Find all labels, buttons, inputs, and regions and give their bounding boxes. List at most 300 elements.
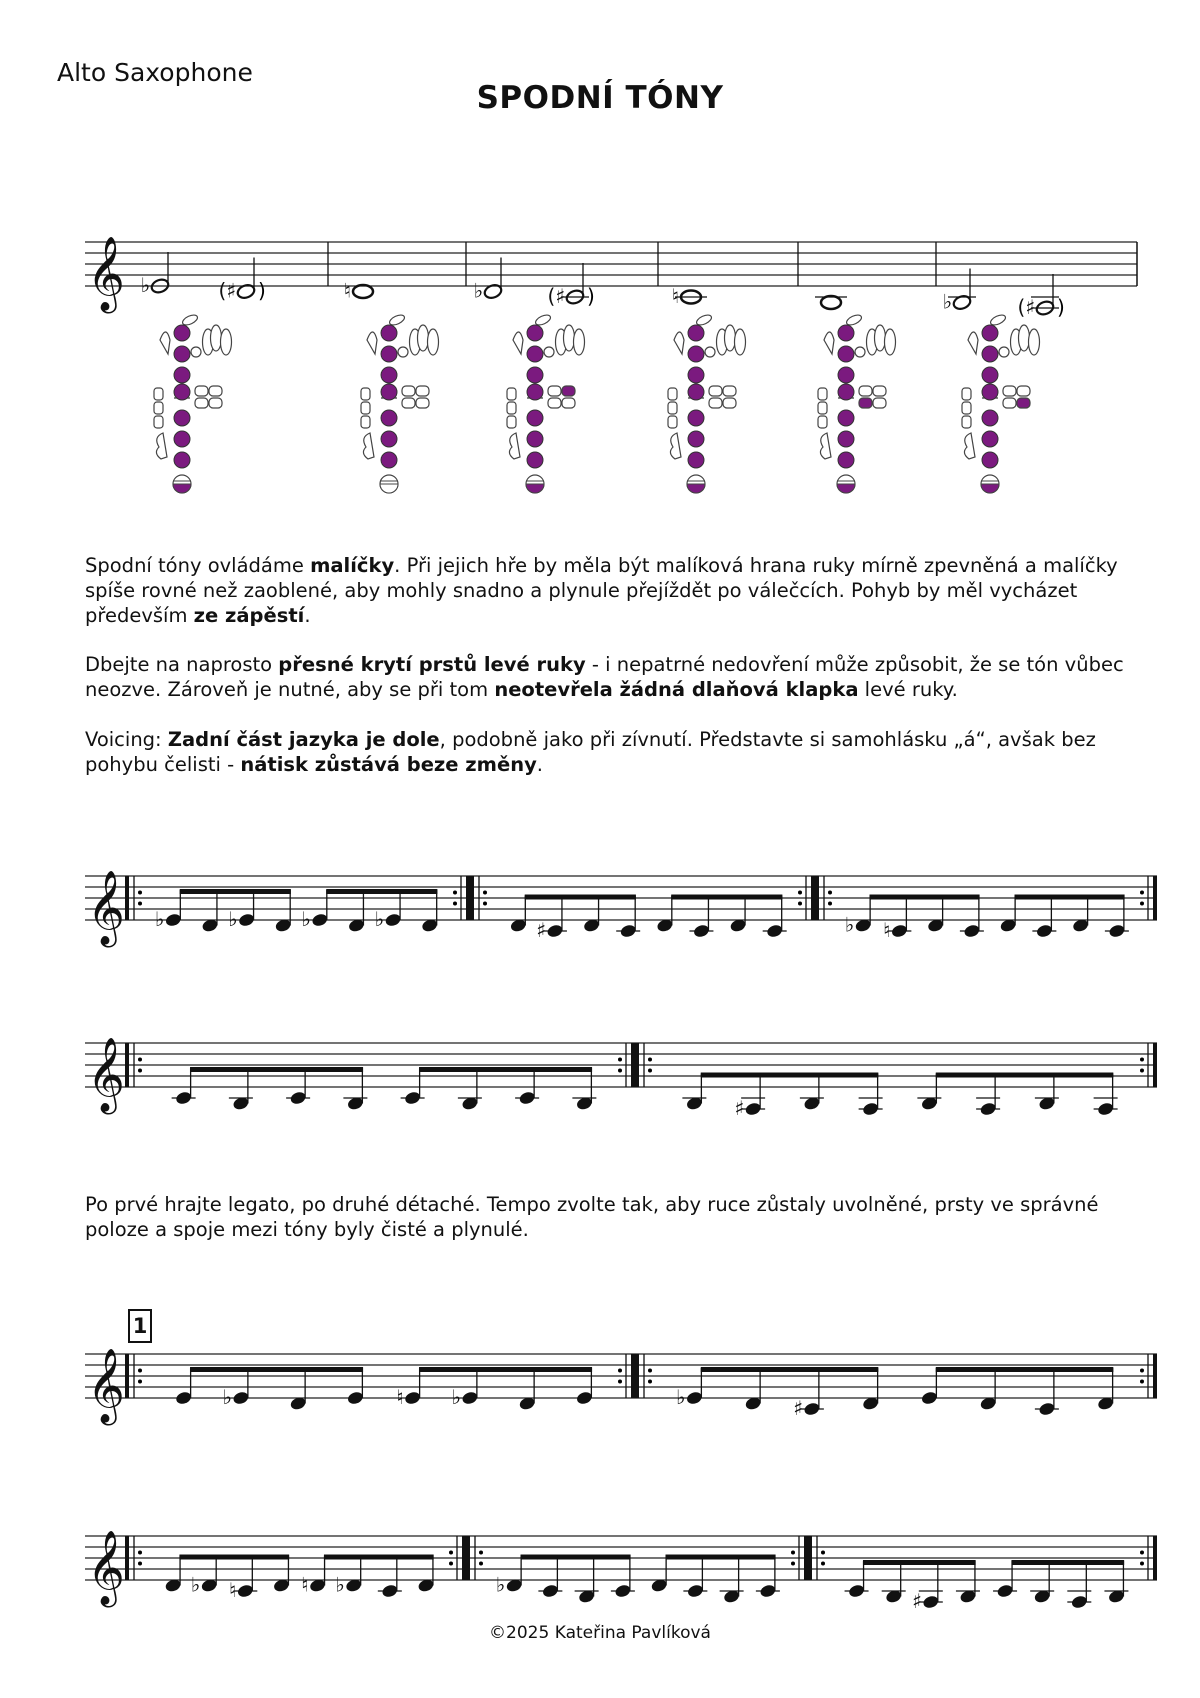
note-head <box>238 912 256 927</box>
repeat-dot <box>648 1369 652 1373</box>
octave-key <box>191 347 201 357</box>
right-hand-key <box>688 410 704 426</box>
repeat-dot <box>798 891 802 895</box>
left-hand-key <box>174 367 190 383</box>
flat-icon: ♭ <box>190 1572 201 1597</box>
repeat-thick-bar <box>125 1043 129 1087</box>
note-head <box>1108 923 1126 938</box>
note-head <box>1035 923 1053 938</box>
beam <box>190 1367 363 1372</box>
sharp-icon: ♯ <box>793 1396 803 1420</box>
fingering-diagram-4 <box>668 313 746 493</box>
note-head <box>381 1583 399 1598</box>
left-pinky-key <box>562 386 575 396</box>
left-hand-key <box>982 325 998 341</box>
beam <box>419 1367 592 1372</box>
sharp-icon: ♯ <box>536 918 546 942</box>
left-pinky-key <box>723 386 736 396</box>
note-head <box>461 1390 479 1405</box>
paragraph-technique <box>85 553 1155 628</box>
flat-icon: ♭ <box>675 1385 686 1409</box>
note-head <box>744 1101 762 1116</box>
beam <box>190 1067 363 1072</box>
right-pinky-key <box>509 433 520 459</box>
note-head <box>979 1101 997 1116</box>
left-pinky-key <box>548 398 561 408</box>
left-hand-key <box>381 384 397 400</box>
left-pinky-key <box>548 386 561 396</box>
beam <box>701 1073 879 1078</box>
beam <box>419 1067 592 1072</box>
repeat-thick-bar <box>466 876 470 920</box>
right-pinky-key <box>670 433 681 459</box>
side-key <box>735 329 746 355</box>
natural-icon: ♮ <box>396 1385 404 1409</box>
repeat-thick-bar <box>635 1043 639 1087</box>
text-run: . <box>304 604 311 627</box>
left-pinky-key <box>1017 386 1030 396</box>
note-head <box>1070 1594 1088 1609</box>
flat-icon: ♭ <box>222 1385 232 1409</box>
note-head <box>803 1401 821 1416</box>
left-hand-key <box>838 367 854 383</box>
bold-text: ze zápěstí <box>193 604 305 627</box>
side-key <box>507 402 516 414</box>
repeat-dot <box>453 902 457 906</box>
side-key <box>361 416 370 428</box>
repeat-dot <box>648 1380 652 1384</box>
left-hand-key <box>381 346 397 362</box>
note-head <box>996 1583 1014 1598</box>
octave-key <box>398 347 408 357</box>
note-head <box>759 1583 777 1598</box>
bold-text: neotevřela žádná dlaňová klapka <box>494 678 859 701</box>
treble-clef-icon: 𝄞 <box>87 237 125 311</box>
sharp-icon: (♯ <box>218 278 236 303</box>
repeat-thick-bar <box>804 1536 808 1580</box>
front-f-key <box>824 332 834 354</box>
side-key <box>668 388 677 400</box>
note-head <box>346 1390 364 1405</box>
repeat-dot <box>138 1380 142 1384</box>
note-head <box>575 1390 593 1405</box>
paragraph-voicing <box>85 727 1155 777</box>
note-head <box>685 1390 703 1405</box>
text-run: . <box>536 753 543 776</box>
side-key <box>428 329 439 355</box>
repeat-thick-bar <box>125 1536 129 1580</box>
repeat-dot <box>791 1562 795 1566</box>
left-hand-key <box>838 346 854 362</box>
side-key <box>818 402 827 414</box>
repeat-dot <box>138 891 142 895</box>
side-key <box>574 329 585 355</box>
copyright-footer: ©2025 Kateřina Pavlíková <box>489 1623 711 1643</box>
left-hand-key <box>982 384 998 400</box>
instrument-name: Alto Saxophone <box>57 58 253 87</box>
beam <box>870 895 980 900</box>
side-key <box>221 329 232 355</box>
flat-icon: ♭ <box>495 1572 506 1597</box>
side-key <box>885 329 896 355</box>
repeat-dot <box>1140 1069 1144 1073</box>
repeat-thick-bar <box>631 1354 635 1398</box>
beam <box>671 895 782 900</box>
beam <box>936 1367 1114 1372</box>
low-key-half <box>837 484 855 493</box>
treble-clef-icon: 𝄞 <box>87 1349 125 1423</box>
flat-icon: ♭ <box>942 289 952 314</box>
natural-icon: ♮ <box>343 278 351 303</box>
repeat-dot <box>618 1058 622 1062</box>
fingering-diagram-2 <box>361 313 439 493</box>
right-pinky-key <box>363 433 374 459</box>
repeat-thick-bar <box>808 1536 812 1580</box>
beam <box>180 889 291 894</box>
left-pinky-key <box>209 386 222 396</box>
repeat-thick-bar <box>1153 1536 1157 1580</box>
right-hand-key <box>174 410 190 426</box>
right-hand-key <box>688 452 704 468</box>
repeat-dot <box>618 1069 622 1073</box>
side-key <box>962 402 971 414</box>
natural-icon: ♮ <box>883 918 891 942</box>
left-pinky-key <box>195 386 208 396</box>
flat-icon: ♭ <box>140 273 150 297</box>
text-run: - i nepatrné nedovření může způsobit, že se tón vůbec neozve. Zároveň je nutné, aby se při tom <box>85 653 1124 701</box>
paren: ) <box>258 278 266 303</box>
note-head <box>614 1583 632 1598</box>
repeat-dot <box>138 1551 142 1555</box>
natural-icon: ♮ <box>671 284 679 308</box>
side-key <box>1029 329 1040 355</box>
repeat-dot <box>828 891 832 895</box>
right-hand-key <box>527 452 543 468</box>
repeat-dot <box>453 891 457 895</box>
low-key-half <box>173 484 191 493</box>
repeat-dot <box>1140 1562 1144 1566</box>
whole-note-head <box>821 296 841 309</box>
right-hand-key <box>688 431 704 447</box>
note-head <box>848 1583 866 1598</box>
repeat-thick-bar <box>811 876 815 920</box>
left-hand-key <box>527 346 543 362</box>
left-hand-key <box>688 384 704 400</box>
note-head <box>546 923 564 938</box>
repeat-dot <box>1140 902 1144 906</box>
repeat-dot <box>798 902 802 906</box>
flat-icon: ♭ <box>844 912 855 937</box>
text-run: Voicing: <box>85 728 168 751</box>
note-head <box>686 1583 704 1598</box>
repeat-thick-bar <box>1153 1354 1157 1398</box>
flat-icon: ♭ <box>301 907 311 931</box>
right-pinky-key <box>156 433 167 459</box>
beam <box>701 1367 879 1372</box>
note-head <box>232 1390 250 1405</box>
side-key <box>962 388 971 400</box>
left-pinky-key <box>1003 386 1016 396</box>
low-key-half <box>687 484 705 493</box>
side-key <box>211 325 222 351</box>
beam <box>863 1560 976 1565</box>
treble-clef-icon: 𝄞 <box>87 1531 125 1605</box>
text-run: levé ruky. <box>858 678 958 701</box>
paragraph-instructions <box>85 1192 1155 1242</box>
sharp-icon: ♯ <box>912 1589 922 1613</box>
sharp-icon: (♯ <box>547 284 565 308</box>
left-hand-key <box>982 346 998 362</box>
right-hand-key <box>982 452 998 468</box>
left-pinky-key <box>859 398 872 408</box>
treble-clef-icon: 𝄞 <box>87 1038 125 1112</box>
bold-text: přesné krytí prstů levé ruky <box>278 653 586 676</box>
text-run: Po prvé hrajte legato, po druhé détaché. Tempo zvolte tak, aby ruce zůstaly uvolněné, prsty ve správné poloze a spoje mezi tóny byly čisté a plynulé. <box>85 1193 1099 1241</box>
repeat-dot <box>1140 1380 1144 1384</box>
side-key <box>361 388 370 400</box>
octave-key <box>544 347 554 357</box>
side-key <box>154 416 163 428</box>
fingering-diagram-5 <box>818 313 896 493</box>
beam <box>521 1555 631 1560</box>
note-head <box>384 912 402 927</box>
note-head <box>1038 1401 1056 1416</box>
repeat-thick-bar <box>815 876 819 920</box>
side-key <box>361 402 370 414</box>
side-key <box>1019 325 1030 351</box>
side-key <box>668 416 677 428</box>
repeat-dot <box>821 1562 825 1566</box>
repeat-thick-bar <box>631 1043 635 1087</box>
rehearsal-mark: 1 <box>128 1309 152 1343</box>
right-pinky-key <box>820 433 831 459</box>
low-key-half <box>981 484 999 493</box>
whole-note-head <box>353 285 373 298</box>
text-run: Dbejte na naprosto <box>85 653 279 676</box>
right-hand-key <box>838 452 854 468</box>
beam <box>666 1555 776 1560</box>
repeat-dot <box>791 1551 795 1555</box>
beam <box>179 1555 289 1560</box>
fingering-chart <box>154 313 1040 493</box>
repeat-dot <box>618 1380 622 1384</box>
note-head <box>236 1583 254 1598</box>
note-head <box>175 1090 193 1105</box>
side-key <box>507 416 516 428</box>
front-f-key <box>367 332 377 354</box>
left-pinky-key <box>1003 398 1016 408</box>
side-key <box>564 325 575 351</box>
natural-icon: ♮ <box>229 1578 237 1602</box>
left-pinky-key <box>873 398 886 408</box>
repeat-dot <box>1140 1369 1144 1373</box>
sharp-icon: (♯ <box>1017 295 1035 319</box>
left-pinky-key <box>709 398 722 408</box>
beam <box>326 889 437 894</box>
front-f-key <box>968 332 978 354</box>
repeat-thick-bar <box>1153 876 1157 920</box>
flat-icon: ♭ <box>154 907 165 931</box>
note-head <box>920 1390 938 1405</box>
note-head <box>619 923 637 938</box>
paren: ) <box>1057 295 1065 319</box>
right-hand-key <box>381 410 397 426</box>
paragraph-left-hand <box>85 652 1155 702</box>
note-head <box>404 1390 422 1405</box>
repeat-dot <box>828 902 832 906</box>
note-head <box>404 1090 422 1105</box>
right-hand-key <box>527 431 543 447</box>
left-pinky-key <box>873 386 886 396</box>
fingering-diagram-6 <box>962 313 1040 493</box>
note-head <box>518 1090 536 1105</box>
left-pinky-key <box>723 398 736 408</box>
repeat-dot <box>1140 1058 1144 1062</box>
side-key <box>818 388 827 400</box>
repeat-thick-bar <box>466 1536 470 1580</box>
left-pinky-key <box>1017 398 1030 408</box>
front-f-key <box>160 332 170 354</box>
side-key <box>154 388 163 400</box>
low-key-half <box>526 484 544 493</box>
right-hand-key <box>527 410 543 426</box>
front-f-key <box>674 332 684 354</box>
right-pinky-key <box>964 433 975 459</box>
repeat-thick-bar <box>470 876 474 920</box>
note-head <box>289 1090 307 1105</box>
right-hand-key <box>982 431 998 447</box>
octave-key <box>705 347 715 357</box>
repeat-thick-bar <box>125 876 129 920</box>
repeat-thick-bar <box>125 1354 129 1398</box>
low-key-half <box>380 484 398 493</box>
repeat-dot <box>449 1562 453 1566</box>
right-hand-key <box>174 452 190 468</box>
left-pinky-key <box>859 386 872 396</box>
left-hand-key <box>381 325 397 341</box>
left-hand-key <box>174 346 190 362</box>
flat-icon: ♭ <box>335 1572 345 1597</box>
repeat-dot <box>1140 1551 1144 1555</box>
fingering-diagram-3 <box>507 313 585 493</box>
repeat-dot <box>618 1369 622 1373</box>
right-hand-key <box>381 452 397 468</box>
text-run: Spodní tóny ovládáme <box>85 554 311 577</box>
note-head <box>541 1583 559 1598</box>
side-key <box>154 402 163 414</box>
left-pinky-key <box>416 386 429 396</box>
repeat-dot <box>648 1058 652 1062</box>
paren: ) <box>587 284 595 308</box>
left-hand-key <box>688 367 704 383</box>
repeat-dot <box>138 1562 142 1566</box>
text-run: , podobně jako při zívnutí. Představte si samohlásku „á“, avšak bez pohybu čelisti - <box>85 728 1096 776</box>
left-hand-key <box>527 367 543 383</box>
flat-icon: ♭ <box>451 1385 461 1409</box>
page-title: SPODNÍ TÓNY <box>476 80 724 116</box>
repeat-dot <box>138 1058 142 1062</box>
repeat-thick-bar <box>462 1536 466 1580</box>
repeat-dot <box>821 1551 825 1555</box>
side-key <box>818 416 827 428</box>
note-head <box>922 1594 940 1609</box>
treble-clef-icon: 𝄞 <box>87 871 125 945</box>
flat-icon: ♭ <box>228 907 238 931</box>
right-hand-key <box>174 431 190 447</box>
note-head <box>693 923 711 938</box>
left-hand-key <box>982 367 998 383</box>
repeat-dot <box>483 902 487 906</box>
octave-key <box>855 347 865 357</box>
left-hand-key <box>381 367 397 383</box>
front-f-key <box>513 332 523 354</box>
flat-icon: ♭ <box>473 278 483 303</box>
natural-icon: ♮ <box>301 1572 309 1597</box>
beam <box>525 895 636 900</box>
left-hand-key <box>527 325 543 341</box>
left-hand-key <box>688 346 704 362</box>
repeat-dot <box>449 1551 453 1555</box>
side-key <box>418 325 429 351</box>
sharp-icon: ♯ <box>734 1096 745 1120</box>
note-head <box>164 912 182 927</box>
note-head <box>766 923 784 938</box>
left-pinky-key <box>416 398 429 408</box>
text-run: . Při jejich hře by měla být malíková hrana ruky mírně zpevněná a malíčky spíše rovné než zaoblené, aby mohly snadno a plynule přejíždět po válečcích. Pohyb by měl vycházet především <box>85 554 1118 627</box>
note-label-1: E♭ <box>0 0 2 1</box>
left-hand-key <box>174 325 190 341</box>
left-pinky-key <box>709 386 722 396</box>
left-hand-key <box>838 325 854 341</box>
repeat-dot <box>138 1369 142 1373</box>
right-hand-key <box>982 410 998 426</box>
bold-text: nátisk zůstává beze změny <box>240 753 537 776</box>
repeat-dot <box>1140 891 1144 895</box>
octave-key <box>999 347 1009 357</box>
side-key <box>668 402 677 414</box>
beam <box>1011 1560 1124 1565</box>
beam <box>936 1073 1114 1078</box>
beam <box>324 1555 434 1560</box>
note-head <box>1097 1101 1115 1116</box>
repeat-dot <box>479 1562 483 1566</box>
right-hand-key <box>838 410 854 426</box>
note-head <box>963 923 981 938</box>
left-pinky-key <box>402 386 415 396</box>
right-hand-key <box>838 431 854 447</box>
left-hand-key <box>527 384 543 400</box>
note-head <box>890 923 908 938</box>
bold-text: Zadní část jazyka je dole <box>167 728 440 751</box>
flat-icon: ♭ <box>374 907 385 931</box>
left-hand-key <box>174 384 190 400</box>
repeat-dot <box>648 1069 652 1073</box>
fingering-diagram-1 <box>154 313 232 493</box>
left-pinky-key <box>209 398 222 408</box>
beam <box>1015 895 1125 900</box>
repeat-dot <box>138 902 142 906</box>
left-pinky-key <box>562 398 575 408</box>
note-head <box>311 912 329 927</box>
side-key <box>507 388 516 400</box>
left-hand-key <box>688 325 704 341</box>
right-hand-key <box>381 431 397 447</box>
repeat-dot <box>479 1551 483 1555</box>
repeat-thick-bar <box>635 1354 639 1398</box>
note-head <box>862 1101 880 1116</box>
left-hand-key <box>838 384 854 400</box>
side-key <box>875 325 886 351</box>
